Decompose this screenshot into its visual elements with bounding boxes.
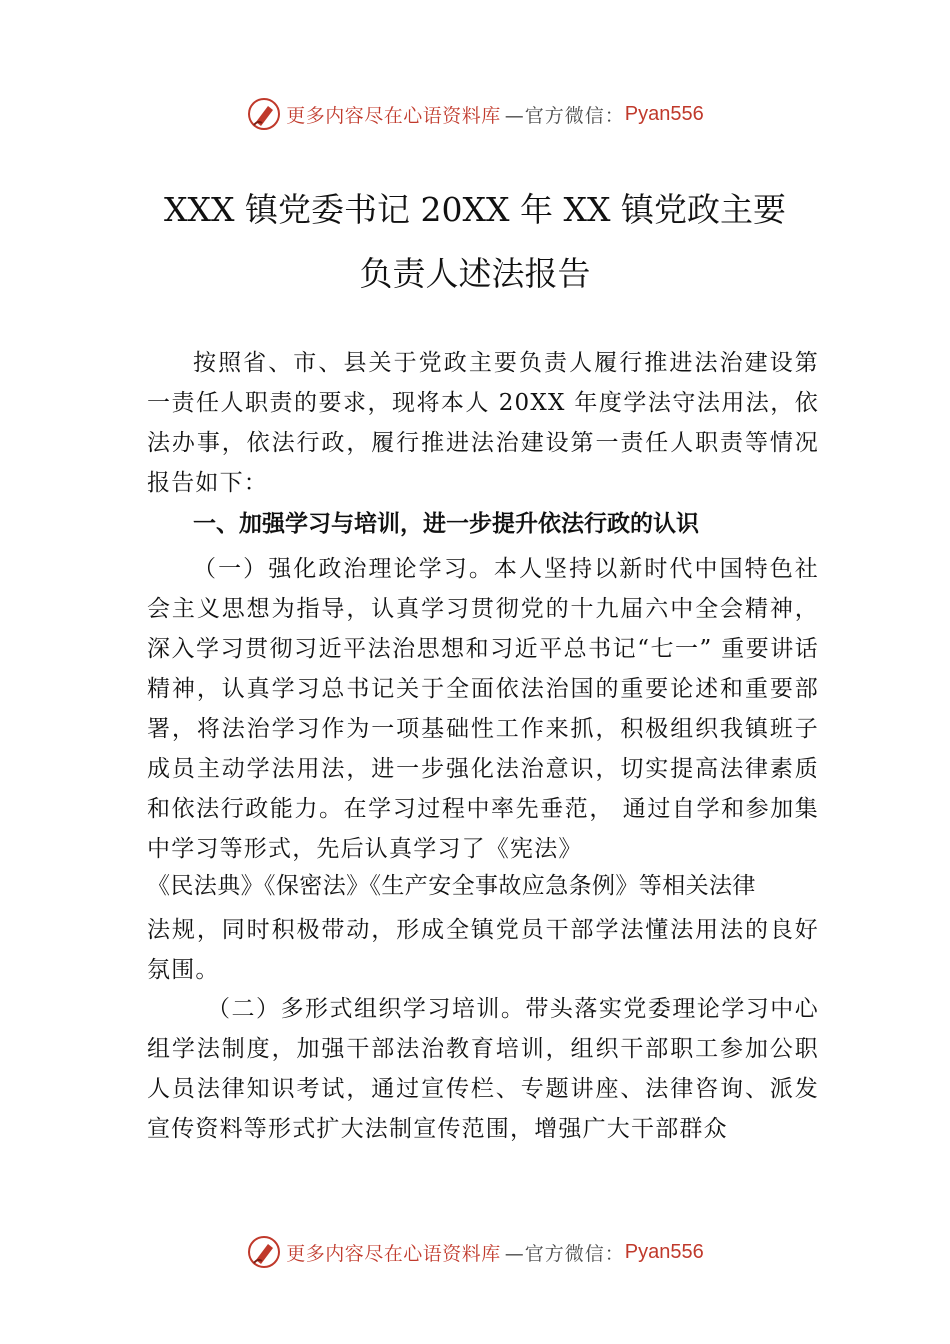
document-title-line-1: XXX 镇党委书记 20XX 年 XX 镇党政主要 — [164, 190, 786, 229]
subsection-2-label: （二）多形式组织学习培训。 — [207, 996, 526, 1022]
document-title-line-2: 负责人述法报告 — [359, 254, 591, 293]
pen-nib-icon — [246, 1234, 282, 1270]
header-watermark-banner — [0, 94, 950, 134]
subsection-1-label: （一）强化政治理论学习。 — [193, 556, 494, 582]
subsection-1-closing: 法规，同时积极带动，形成全镇党员干部学法懂法用法的良好氛围。 — [147, 917, 819, 983]
subsection-1-text: 本人坚持以新时代中国特色社会主义思想为指导，认真学习贯彻党的十九届六中全会精神，深入学习贯彻习近平法治思想和习近平总书记“七一” 重要讲话精神，认真学习总书记关于全面依法治国的重要论述和重要部署，将法治学习作为一项基础性工作来抓，积极组织我镇班子成员主动学法用法，进一步强化法治意识，切实提高法律素质和依法行政能力。在学习过程中率先垂范， 通过自学和参加集中学习等形式，先后认真学习了《宪法》 — [147, 556, 819, 862]
footer-watermark-banner — [0, 1232, 950, 1272]
subsection-2-paragraph — [147, 989, 819, 1149]
wechat-id: Pyan556 — [624, 1240, 704, 1263]
wechat-id: Pyan556 — [624, 102, 704, 125]
brand-name: 更多内容尽在心语资料库 — [286, 1242, 501, 1265]
section-1-heading: 一、加强学习与培训，进一步提升依法行政的认识 — [193, 511, 699, 537]
subsection-2-text: 带头落实党委理论学习中心组学法制度，加强干部法治教育培训，组织干部职工参加公职人员法律知识考试，通过宣传栏、专题讲座、法律咨询、派发宣传资料等形式扩大法制宣传范围，增强广大干部群众 — [147, 996, 819, 1142]
brand-name: 更多内容尽在心语资料库 — [286, 104, 501, 127]
pen-nib-icon — [246, 96, 282, 132]
intro-paragraph: 按照省、市、县关于党政主要负责人履行推进法治建设第一责任人职责的要求，现将本人 20XX 年度学法守法用法，依法办事，依法行政，履行推进法治建设第一责任人职责等情况报告如下： — [147, 350, 819, 496]
subsection-1-laws-line: 《民法典》《保密法》《生产安全事故应急条例》等相关法律 — [147, 873, 756, 899]
official-wechat-label: —官方微信： — [504, 104, 625, 127]
official-wechat-label: —官方微信： — [504, 1242, 625, 1265]
subsection-1-paragraph — [147, 549, 819, 869]
